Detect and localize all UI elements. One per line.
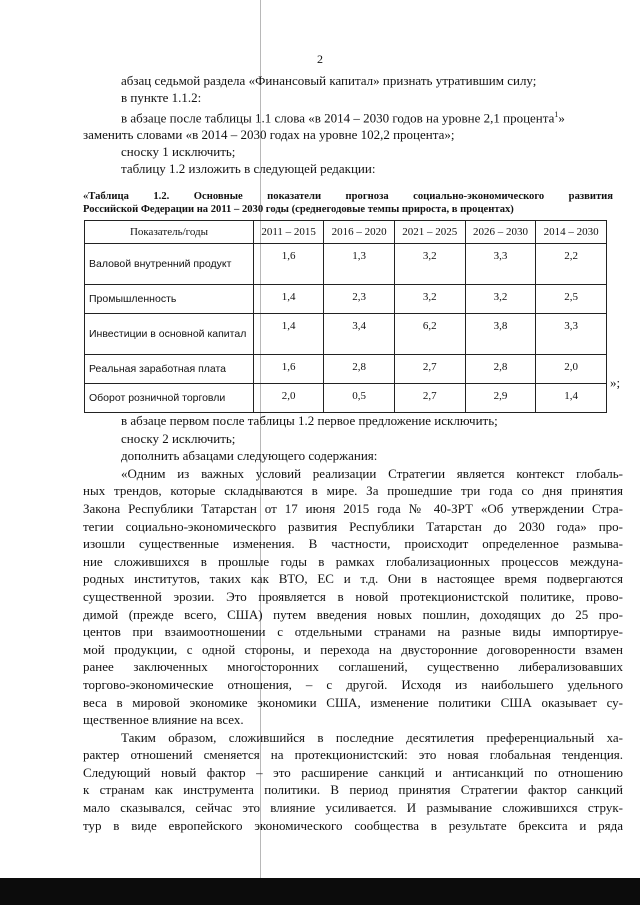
table-cell: 2,5	[536, 285, 607, 314]
row-label: Инвестиции в основной капитал	[85, 314, 254, 355]
text-line: центов при взаимоотношении с отдельными странами на разные виды импортируе-	[83, 624, 623, 640]
table-cell: 2,8	[324, 355, 395, 384]
table-cell: 2,8	[465, 355, 536, 384]
column-header: 2014 – 2030	[536, 221, 607, 244]
paragraph: в абзаце первом после таблицы 1.2 первое предложение исключить;	[121, 413, 498, 428]
text-line: Следующий новый фактор – это расширение санкций и антисанкций по отношению	[83, 764, 623, 780]
text-line: Закона Республики Татарстан от 17 июня 2015 года № 40-ЗРТ «Об утверждении Стра-	[83, 500, 623, 516]
text-line: мало сказывался, сейчас это влияние усиливается. И размывание сложившихся струк-	[83, 800, 623, 816]
table-cell: 2,0	[254, 384, 324, 413]
text-line: «Одним из важных условий реализации Стратегии является контекст глобаль-	[121, 465, 623, 481]
table-cell: 2,9	[465, 384, 536, 413]
table-caption-line: Российской Федерации на 2011 – 2030 годы (среднегодовые темпы прироста, в процентах)	[83, 204, 514, 215]
table-cell: 2,2	[536, 244, 607, 285]
table-cell: 2,3	[324, 285, 395, 314]
paragraph: в пункте 1.1.2:	[121, 90, 202, 105]
table-cell: 3,8	[465, 314, 536, 355]
paragraph-text: в абзаце после таблицы 1.1 слова «в 2014 – 2030 годов на уровне 2,1 процента	[121, 110, 555, 126]
table-cell: 3,2	[465, 285, 536, 314]
table-cell: 3,2	[394, 244, 465, 285]
table-cell: 3,3	[536, 314, 607, 355]
text-line: веса в мировой экономике экономики США, изменение политики США оказывает су-	[83, 694, 623, 710]
text-line: димой (прежде всего, США) путем введения новых пошлин, доходящих до 25 про-	[83, 606, 623, 622]
table-cell: 6,2	[394, 314, 465, 355]
table-row	[85, 244, 607, 285]
table-header-row	[85, 221, 607, 244]
table-cell: 1,3	[324, 244, 395, 285]
text-line: ние сложившихся в прошлые годы в рамках глобализационных процессов междуна-	[83, 553, 623, 569]
table-cell: 1,6	[254, 355, 324, 384]
table-cell: 1,4	[254, 314, 324, 355]
table-cell: 2,7	[394, 355, 465, 384]
column-header: Показатель/годы	[85, 221, 254, 244]
table-cell: 1,4	[254, 285, 324, 314]
text-line: торгово-экономические отношения, – с другой. Исходя из наибольшего удельного	[83, 676, 623, 692]
text-line: тегии социально-экономического развития Республики Татарстан до 2030 года» про-	[83, 518, 623, 534]
table-cell: 2,0	[536, 355, 607, 384]
column-header: 2016 – 2020	[324, 221, 395, 244]
column-header: 2021 – 2025	[394, 221, 465, 244]
text-line: Таким образом, сложившийся в последние десятилетия преференциальный ха-	[121, 729, 623, 745]
text-line: тур в виде европейского экономического сообщества в результате брексита и ряда	[83, 817, 623, 833]
text-line: мой продукции, с одной стороны, и перехода на двусторонние договоренности взамен	[83, 641, 623, 657]
table-cell: 1,6	[254, 244, 324, 285]
text-line: существенной эрозии. Это проявляется в новой протекционистской политике, прово-	[83, 588, 623, 604]
table-row	[85, 384, 607, 413]
column-header: 2026 – 2030	[465, 221, 536, 244]
text-line: ных трендов, которые складываются в мире. За прошедшие три года со дня принятия	[83, 483, 623, 499]
column-header: 2011 – 2015	[254, 221, 324, 244]
paragraph: дополнить абзацами следующего содержания:	[121, 448, 378, 464]
amendment-intro	[83, 72, 623, 177]
table-cell: 3,4	[324, 314, 395, 355]
paragraph: таблицу 1.2 изложить в следующей редакции:	[121, 161, 376, 177]
text-line: родных институтов, таких как ВТО, ЕС и т.д. Они в настоящее время подвергаются	[83, 571, 623, 587]
closing-quote: »	[558, 110, 565, 126]
table-caption-line: «Таблица 1.2. Основные показатели прогноза социально-экономического развития	[83, 191, 613, 202]
row-label: Промышленность	[85, 285, 254, 314]
table-cell: 2,7	[394, 384, 465, 413]
paragraph: абзац седьмой раздела «Финансовый капитал» признать утратившим силу;	[121, 73, 537, 88]
table-caption	[83, 190, 613, 216]
text-line: щественное влияние на всех.	[83, 712, 244, 728]
table-row	[85, 355, 607, 384]
scan-border	[0, 878, 640, 905]
table-closing: »;	[610, 375, 621, 390]
paragraph: сноску 2 исключить;	[121, 430, 236, 446]
amendment-body	[83, 412, 623, 834]
table-cell: 3,2	[394, 285, 465, 314]
text-line: ранее заключенных многосторонних соглашений, существенно либерализовавших	[83, 659, 623, 675]
paragraph: сноску 1 исключить;	[121, 144, 236, 160]
table-cell: 0,5	[324, 384, 395, 413]
paragraph: заменить словами «в 2014 – 2030 годах на уровне 102,2 процента»;	[83, 127, 455, 143]
table-cell: 1,4	[536, 384, 607, 413]
table-cell: 3,3	[465, 244, 536, 285]
paragraph	[83, 106, 623, 126]
row-label: Реальная заработная плата	[85, 355, 254, 384]
forecast-table	[84, 220, 607, 413]
footnote-mark: 1	[554, 110, 559, 119]
text-line: к странам как инструмента политики. В период принятия Стратегии фактор санкций	[83, 782, 623, 798]
row-label: Оборот розничной торговли	[85, 384, 254, 413]
table-row	[85, 314, 607, 355]
row-label: Валовой внутренний продукт	[85, 244, 254, 285]
text-line: изошли существенные изменения. В частности, происходит определенное размыва-	[83, 536, 623, 552]
text-line: рактер отношений сменяется на протекционистский: это новая глобальная тенденция.	[83, 747, 623, 763]
table-row	[85, 285, 607, 314]
page-number: 2	[317, 52, 323, 66]
